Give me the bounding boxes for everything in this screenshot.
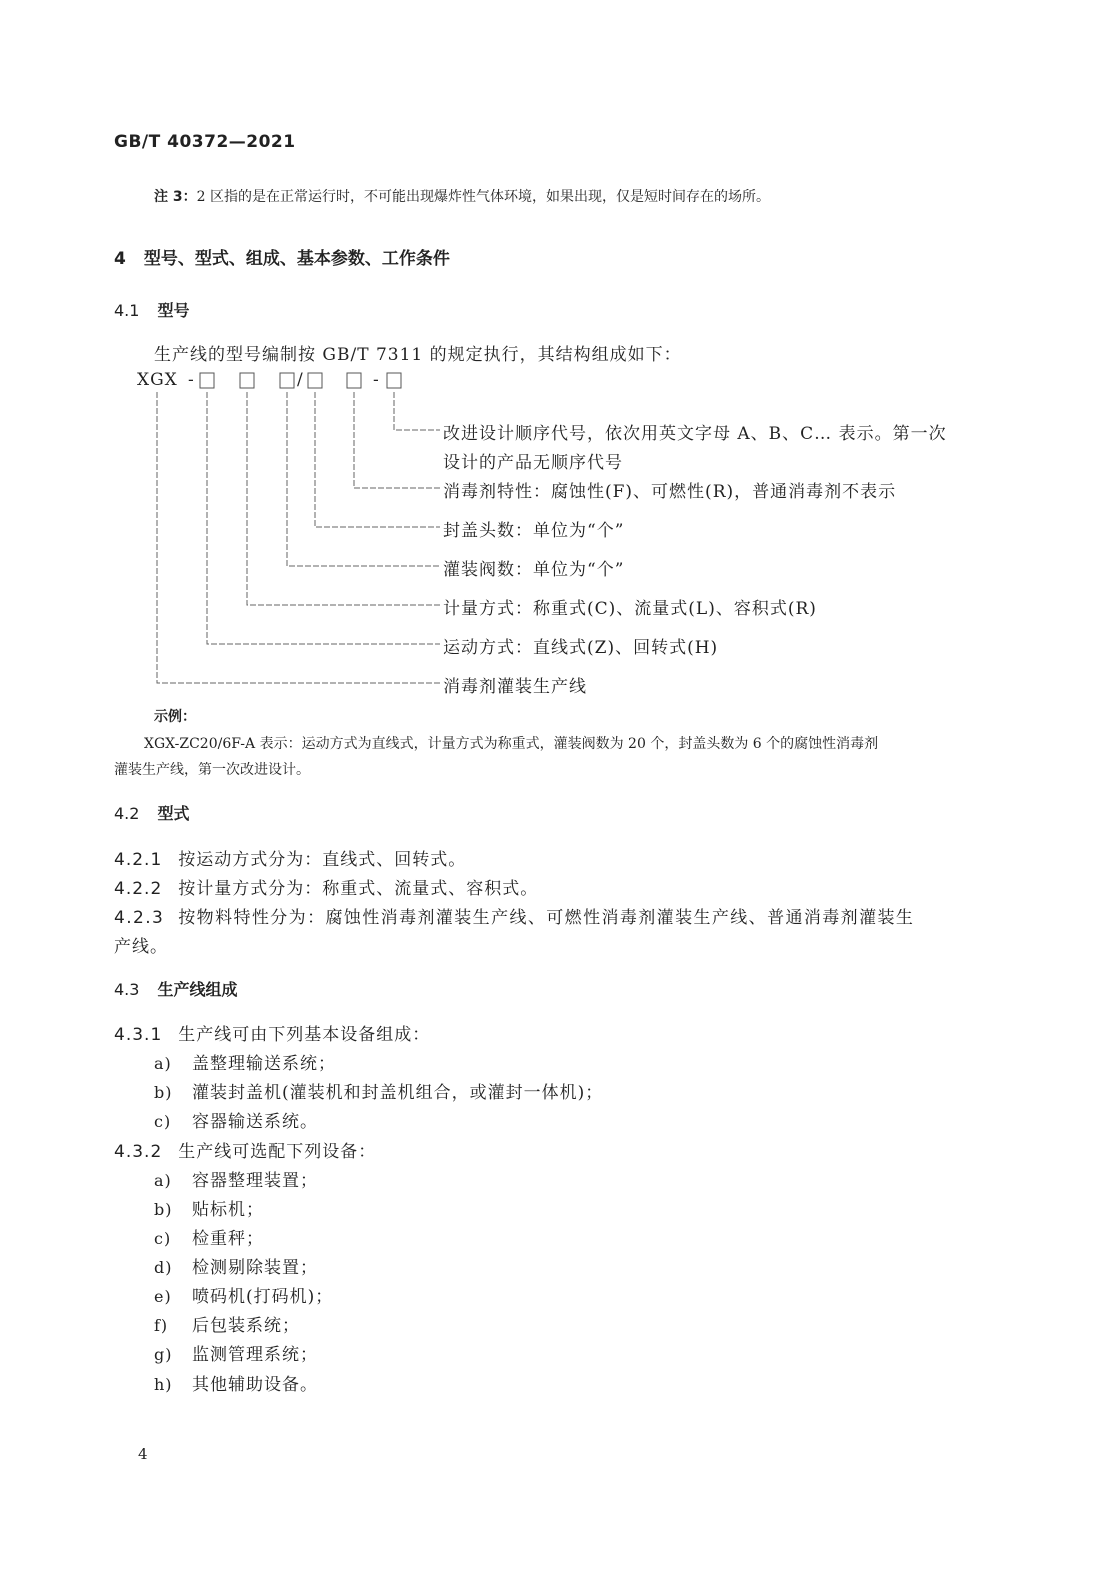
item-letter: a) <box>154 1171 172 1190</box>
clause-number: 4.2.3 <box>114 908 165 928</box>
label-capping-heads: 封盖头数：单位为“个” <box>443 521 625 541</box>
model-intro: 生产线的型号编制按 GB/T 7311 的规定执行，其结构组成如下： <box>154 345 682 365</box>
leader-heads <box>315 392 440 527</box>
model-slash: / <box>297 370 304 390</box>
example-line-1: XGX-ZC20/6F-A 表示：运动方式为直线式，计量方式为称重式，灌装阀数为 20 个，封盖头数为 6 个的腐蚀性消毒剂 <box>144 736 879 752</box>
item-text: 检测剔除装置； <box>192 1258 318 1278</box>
list-item <box>154 1078 603 1103</box>
item-letter: h) <box>154 1375 173 1394</box>
clause-4-3-1 <box>114 1020 430 1045</box>
clause-number: 4.3.2 <box>114 1142 163 1162</box>
clause-text: 按运动方式分为：直线式、回转式。 <box>178 850 467 870</box>
box-motion <box>200 373 214 388</box>
item-text: 盖整理输送系统； <box>192 1054 336 1074</box>
note-label: 注 3： <box>154 189 197 205</box>
item-text: 喷码机(打码机)； <box>192 1287 334 1307</box>
clause-4-2-3 <box>114 903 914 928</box>
model-dash-2: - <box>373 370 380 390</box>
item-letter: g) <box>154 1345 173 1364</box>
clause-4-2-1 <box>114 845 466 870</box>
item-letter: c) <box>154 1229 172 1248</box>
box-improve <box>387 373 401 388</box>
example-label: 示例： <box>154 709 196 725</box>
clause-number: 4.3.1 <box>114 1025 163 1045</box>
list-item <box>154 1195 264 1220</box>
item-letter: f) <box>154 1316 169 1335</box>
list-item <box>154 1253 318 1278</box>
clause-text: 按物料特性分为：腐蚀性消毒剂灌装生产线、可燃性消毒剂灌装生产线、普通消毒剂灌装生 <box>178 908 915 928</box>
section-title: 型号 <box>157 301 190 320</box>
list-item <box>154 1107 318 1132</box>
section-number: 4.3 <box>114 980 140 999</box>
standard-number: GB/T 40372—2021 <box>114 132 296 152</box>
list-item <box>154 1370 318 1395</box>
leader-valves <box>287 392 440 566</box>
clause-text: 生产线可由下列基本设备组成： <box>178 1025 431 1045</box>
label-improve-1: 改进设计顺序代号，依次用英文字母 A、B、C… 表示。第一次 <box>443 424 947 444</box>
leader-improve <box>394 392 440 430</box>
box-metering <box>240 373 254 388</box>
label-metering: 计量方式：称重式(C)、流量式(L)、容积式(R) <box>443 599 817 619</box>
item-text: 监测管理系统； <box>192 1345 318 1365</box>
leader-line <box>157 392 440 683</box>
clause-number: 4.2.1 <box>114 850 163 870</box>
label-line: 消毒剂灌装生产线 <box>443 677 587 697</box>
section-4-3-heading <box>114 977 237 1000</box>
page-number: 4 <box>138 1445 148 1463</box>
clause-text: 生产线可选配下列设备： <box>178 1142 377 1162</box>
clause-4-3-2 <box>114 1137 376 1162</box>
section-number: 4 <box>114 249 126 269</box>
section-4-2-heading <box>114 801 189 824</box>
clause-4-2-3-cont: 产线。 <box>114 937 168 957</box>
list-item <box>154 1049 336 1074</box>
section-title: 型式 <box>157 804 190 823</box>
label-disinfectant: 消毒剂特性：腐蚀性(F)、可燃性(R)，普通消毒剂不表示 <box>443 482 897 502</box>
label-motion: 运动方式：直线式(Z)、回转式(H) <box>443 638 719 658</box>
item-text: 贴标机； <box>192 1200 264 1220</box>
box-valves <box>280 373 294 388</box>
model-prefix: XGX <box>137 370 178 390</box>
list-item <box>154 1282 333 1307</box>
section-title: 型号、型式、组成、基本参数、工作条件 <box>143 249 450 269</box>
item-letter: e) <box>154 1287 172 1306</box>
example-line-2: 灌装生产线，第一次改进设计。 <box>114 762 310 778</box>
section-title: 生产线组成 <box>157 980 238 999</box>
section-number: 4.1 <box>114 301 140 320</box>
item-letter: b) <box>154 1083 173 1102</box>
label-filling-valves: 灌装阀数：单位为“个” <box>443 560 625 580</box>
item-text: 后包装系统； <box>192 1316 300 1336</box>
clause-text: 按计量方式分为：称重式、流量式、容积式。 <box>178 879 539 899</box>
list-item <box>154 1166 318 1191</box>
list-item <box>154 1224 264 1249</box>
clause-number: 4.2.2 <box>114 879 163 899</box>
clause-4-2-2 <box>114 874 538 899</box>
item-text: 容器整理装置； <box>192 1171 318 1191</box>
item-text: 灌装封盖机(灌装机和封盖机组合，或灌封一体机)； <box>192 1083 604 1103</box>
item-text: 检重秤； <box>192 1229 264 1249</box>
item-text: 其他辅助设备。 <box>192 1375 318 1395</box>
item-letter: c) <box>154 1112 172 1131</box>
item-letter: a) <box>154 1054 172 1073</box>
leader-metering <box>247 392 440 605</box>
list-item <box>154 1311 300 1336</box>
leader-property <box>354 392 440 488</box>
list-item <box>154 1340 318 1365</box>
box-heads <box>308 373 322 388</box>
box-property <box>347 373 361 388</box>
section-number: 4.2 <box>114 804 140 823</box>
label-improve-2: 设计的产品无顺序代号 <box>443 453 623 473</box>
item-text: 容器输送系统。 <box>192 1112 318 1132</box>
item-letter: d) <box>154 1258 173 1277</box>
model-dash-1: - <box>188 370 195 390</box>
note-text: 2 区指的是在正常运行时，不可能出现爆炸性气体环境，如果出现，仅是短时间存在的场所。 <box>196 189 770 205</box>
item-letter: b) <box>154 1200 173 1219</box>
